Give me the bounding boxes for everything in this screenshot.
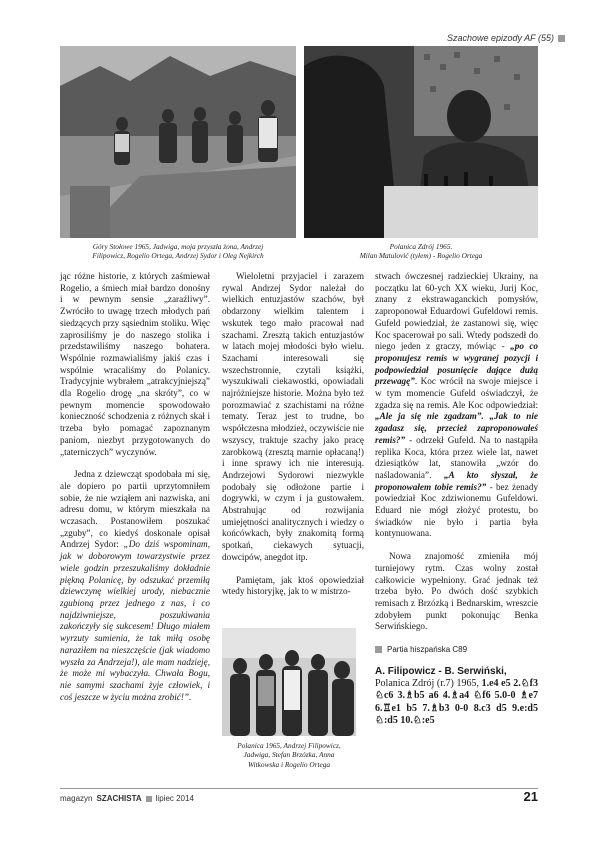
quote: „A kto słyszał, że proponowałem tobie remis?” (375, 469, 538, 492)
footer-magazine: magazyn (60, 794, 93, 803)
text-column-3 (375, 271, 538, 728)
page-number: 21 (523, 789, 538, 804)
photo-gory-stolowe (60, 46, 296, 238)
paragraph: Pamiętam, jak ktoś opowiedział wtedy historyjkę, jak to w mistrzo- (222, 574, 364, 597)
running-header (447, 33, 565, 43)
game-opening-tag: Partia hiszpańska C89 (375, 644, 538, 656)
text-column-1 (60, 271, 210, 714)
footer-brand: SZACHISTA (96, 794, 142, 803)
header-square-icon (558, 35, 565, 42)
footer-square-icon (146, 796, 152, 802)
quote: „Do dziś wspominam, jak w doborowym towarzystwie przez wiele godzin przeszukaliśmy dokładnie piękną Polanicę, by odszukać przemiłą dziewczynę wielkiej urody, niebacznie zgubioną przez jednego z nas, i co najdziwniejsze, poszukiwania zakończyły się sukcesem! Długo miałem wyrzuty sumienia, że tak miłą osobę naraziłem na nieszczęście (jak wiadomo wyszła za Andrzeja!), ale mam nadzieję, że może mi wybaczyła. Chwała Bogu, nie samymi szachami żyje człowiek, i coś jeszcze w życiu można zrobić!”. (60, 539, 210, 702)
paragraph: Jedna z dziewcząt spodobała mi się, ale dopiero po partii uprzytomniłem sobie, że nie wziąłem ani nazwiska, ani adresu domu, w którym mieszkała na wczasach. Postanowiłem poszukać „zguby”, co kiedyś doskonale opisał Andrzej Sydor: „Do dziś wspominam, jak w doborowym towarzystwie przez wiele godzin przeszukaliśmy dokładnie piękną Polanicę, by odszukać przemiłą dziewczynę wielkiej urody, niebacznie zgubioną przez jednego z nas, i co najdziwniejsze, poszukiwania zakończyły się sukcesem! Długo miałem wyrzuty sumienia, że tak miłą osobę naraziłem na nieszczęście (jak wiadomo wyszła za Andrzeja!), ale mam nadzieję, że może mi wybaczyła. Chwała Bogu, nie samymi szachami żyje człowiek, i coś jeszcze w życiu można zrobić!”. (60, 469, 210, 702)
quote: „po co proponujesz remis w wygranej pozycji i podpowiedział posunięcie dające dużą przewagę” (375, 341, 538, 387)
photo-polanica-chess-game (304, 46, 538, 238)
footer (60, 794, 194, 803)
square-bullet-icon (375, 646, 382, 653)
photo-polanica-group (222, 628, 356, 736)
paragraph: Wieloletni przyjaciel i zarazem rywal Andrzej Sydor należał do wielkich entuzjastów szachów, był obdarzony wielkim talentem i wskutek tego mało pracował nad szachami. Zresztą takich entuzjastów w latach mojej młodości było wielu. Szachami interesowali się wszechstronnie, czytali książki, wyszukiwali ciekawostki, opowiadali najróżniejsze historie. Można było też porozmawiać z szachistami na różne tematy. Teraz jest to trudne, bo współczesna młodzież, oczywiście nie wszyscy, traktuje szachy jako pracę zarobkową (zresztą marnie opłacaną!) i inne sprawy ich nie interesują. Andrzejowi Sydorowi niezwykle podobały się odłożone partie i dogrywki, w czym i ja gustowałem. Abstrahując od rozwijania umiejętności analitycznych i wiedzy o końcówkach, były znakomitą formą spotkań, ciekawych sytuacji, dowcipów, anegdot itp. (222, 271, 364, 562)
paragraph: stwach ówczesnej radzieckiej Ukrainy, na początku lat 60-ych XX wieku, Jurij Koc, znany z ekstrawaganckich pomysłów, zaproponował Eduardowi Gufeldowi remis. Gufeld powiedział, że zastanowi się, więc Koc spacerował po sali. Wtedy podszedł do niego jeden z graczy, mówiąc - „po co proponujesz remis w wygranej pozycji i podpowiedział posunięcie dające dużą przewagę”. Koc wrócił na swoje miejsce i w tym momencie Gufeld oświadczył, że zgadza się na remis. Ale Koc odpowiedział: „Ale ja się nie zgadzam”. „Jak to nie zgadasz się, przecież zaproponowałeś remis?” - odrzekł Gufeld. Na to nastąpiła replika Koca, która przez wiele lat, nawet dziesiątków lat, stanowiła „wzór do naśladowania”. „A kto słyszał, że proponowałem tobie remis?” - bez żenady powiedział Koc zdziwionemu Gufeldowi. Eduard nie mógł złożyć protestu, bo świadków nie było i partia była kontynuowana. (375, 271, 539, 539)
caption-photo-2: Polanica Zdrój 1965. Milan Matulović (tyłem) - Rogelio Ortega (359, 242, 483, 261)
caption-photo-1: Góry Stołowe 1965, Jadwiga, moja przyszła żona, Andrzej Filipowicz, Rogelio Ortega, Andrzej Sydor i Oleg Nejkirch (92, 242, 264, 261)
paragraph: jąc różne historie, z których zaśmiewał Rogelio, a śmiech miał bardzo donośny i w pewnym sensie „zaraźliwy”. Zwróciło to uwagę trzech młodych pań siedzących przy sąsiednim stoliku. Więc zaprosiliśmy je do naszego stolika i przedstawiliśmy naszego bohatera. Wspólnie rozmawialiśmy jakiś czas i wspólnie wracaliśmy do Polanicy. Tradycyjnie wybrałem „atrakcyjniejszą” dla Rogelio drogę „na skróty”, co w pewnym momencie spowodowało konieczność schodzenia z różnych skał i trzeba było pomagać zapoznanym paniom, niezbyt przygotowanych do „taterniczych” wyczynów. (60, 271, 210, 457)
game-moves: Polanica Zdrój (r.7) 1965, 1.e4 e5 2.♘f3 ♘c6 3.♗b5 a6 4.♗a4 ♘f6 5.0-0 ♗e7 6.♖e1 b5 7.♗b3 0-0 8.c3 d5 9.e:d5 ♘:d5 10.♘:e5 (375, 677, 539, 727)
caption-photo-3: Polanica 1965, Andrzej Filipowicz, Jadwiga, Stefan Brzózka, Anna Witkowska i Rogelio Ortega (237, 741, 341, 769)
footer-date: lipiec 2014 (155, 794, 194, 803)
paragraph: Nowa znajomość zmieniła mój turniejowy rytm. Czas wolny został całkowicie wypełniony. Grać jednak też trzeba było. Po dwóch dość szybkich remisach z Brzózką i Bednarskim, wreszcie zdobyłem punkt pokonując Benka Serwińskiego. (375, 551, 538, 632)
quote: „Ale ja się nie zgadzam”. „Jak to nie zgadasz się, przecież zaproponowałeś remis?” (375, 411, 538, 445)
text-column-2 (222, 271, 364, 609)
footer-divider (60, 788, 538, 789)
header-title: Szachowe epizody AF (55) (446, 33, 554, 43)
game-players: A. Filipowicz - B. Serwiński, (375, 665, 507, 677)
